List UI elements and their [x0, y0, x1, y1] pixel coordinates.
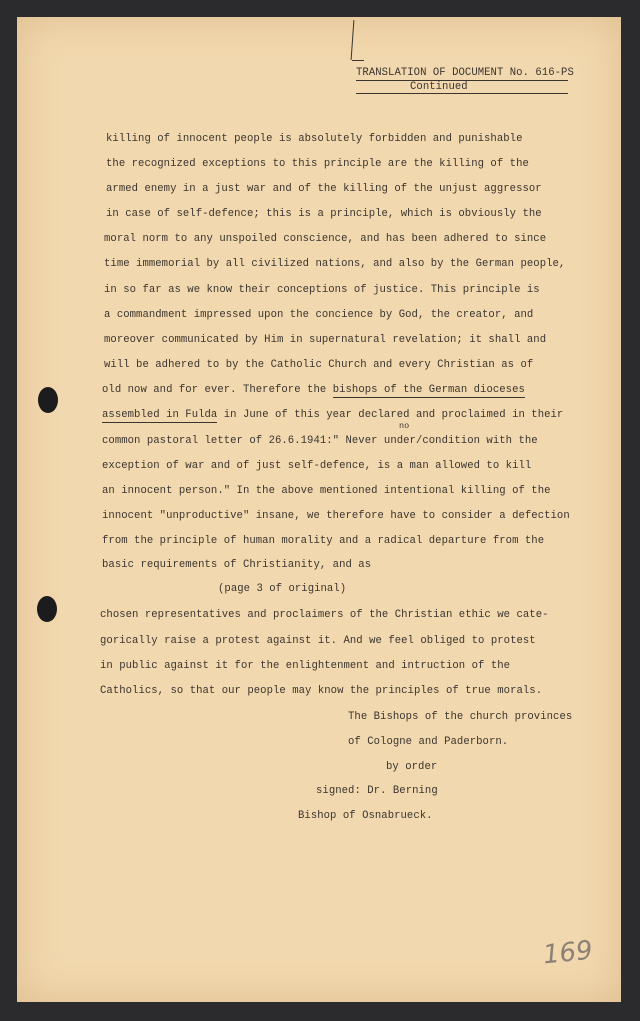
body-line: basic requirements of Christianity, and as [102, 559, 372, 571]
header-subtitle: Continued [410, 81, 468, 93]
body-line: an innocent person." In the above mentioned intentional killing of the [102, 485, 551, 497]
body-line: Catholics, so that our people may know the principles of true morals. [100, 685, 543, 697]
body-line: time immemorial by all civilized nations, and also by the German people, [104, 258, 566, 270]
signature-line: Bishop of Osnabrueck. [298, 810, 433, 822]
body-line [102, 409, 563, 421]
header-title: TRANSLATION OF DOCUMENT No. 616-PS [356, 67, 574, 79]
punch-hole-bottom [37, 596, 57, 622]
body-line: the recognized exceptions to this principle are the killing of the [106, 158, 529, 170]
header-rule [356, 93, 568, 94]
body-line: exception of war and of just self-defence, is a man allowed to kill [102, 460, 532, 472]
body-line: moreover communicated by Him in supernatural revelation; it shall and [104, 334, 547, 346]
body-line: chosen representatives and proclaimers of the Christian ethic we cate- [100, 609, 549, 621]
signature-line: by order [386, 761, 438, 773]
page-number-handwritten: 169 [541, 935, 595, 971]
body-line: in so far as we know their conceptions of justice. This principle is [104, 284, 540, 296]
body-line: will be adhered to by the Catholic Church and every Christian as of [104, 359, 534, 371]
body-text: in June of this year declared and proclaimed in their [217, 409, 564, 421]
handwritten-insert: no [399, 421, 410, 431]
body-line [102, 384, 525, 396]
signature-line: The Bishops of the church provinces [348, 711, 573, 723]
fold-mark-tick [352, 60, 364, 61]
body-line: armed enemy in a just war and of the killing of the unjust aggressor [106, 183, 542, 195]
signature-line: signed: Dr. Berning [316, 785, 438, 797]
signature-line: of Cologne and Paderborn. [348, 736, 509, 748]
body-line: from the principle of human morality and a radical departure from the [102, 535, 545, 547]
punch-hole-top [38, 387, 58, 413]
underlined-phrase: assembled in Fulda [102, 409, 218, 421]
body-line: gorically raise a protest against it. And we feel obliged to protest [100, 635, 536, 647]
body-line: common pastoral letter of 26.6.1941:" Never under/condition with the [102, 435, 538, 447]
body-line: a commandment impressed upon the concience by God, the creator, and [104, 309, 534, 321]
page-reference: (page 3 of original) [218, 583, 347, 595]
body-line: moral norm to any unspoiled conscience, and has been adhered to since [104, 233, 547, 245]
body-line: killing of innocent people is absolutely forbidden and punishable [106, 133, 523, 145]
body-line: innocent "unproductive" insane, we therefore have to consider a defection [102, 510, 570, 522]
body-line: in public against it for the enlightenment and intruction of the [100, 660, 511, 672]
body-line: in case of self-defence; this is a principle, which is obviously the [106, 208, 542, 220]
underlined-phrase: bishops of the German dioceses [332, 384, 525, 396]
body-text: old now and for ever. Therefore the [102, 384, 327, 396]
